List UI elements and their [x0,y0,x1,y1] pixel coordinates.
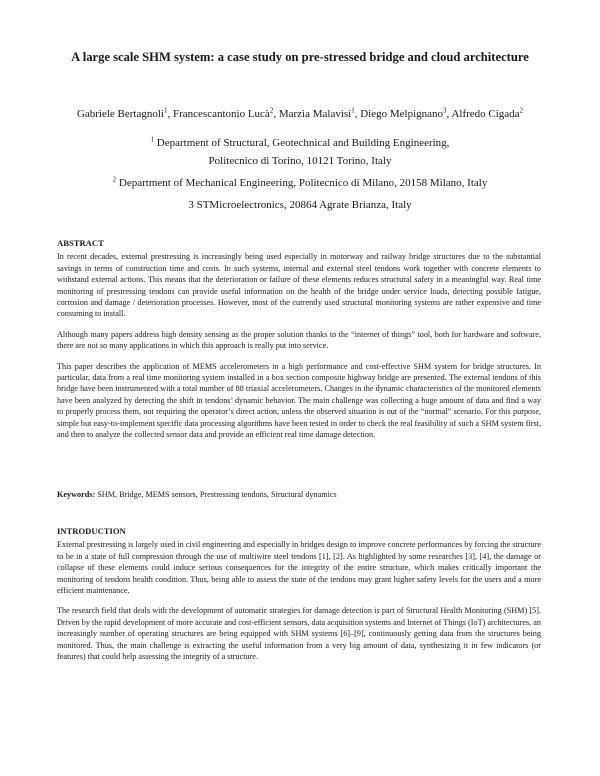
abstract-section [57,238,541,450]
affiliation-2 [40,174,560,192]
keywords-label: Keywords: [57,490,96,499]
keywords-line [57,489,541,500]
author-affiliation-mark: 2 [269,106,274,115]
abstract-paragraph: Although many papers address high density sensing as the proper solution thanks to the “internet of things” tool, both for hardware and software, there are not so many applications in which this approach is really put into service. [57,329,541,351]
affiliation-3 [40,196,560,214]
affiliation-1-mark: 1 [150,135,155,144]
author-name: Alfredo Cigada [451,108,520,120]
affiliation-1-line-2: Politecnico di Torino, 10121 Torino, Italy [208,155,392,167]
keywords-text: SHM, Bridge, MEMS sensors, Prestressing tendons, Structural dynamics [97,490,337,499]
author-name: Francescantonio Lucà [173,108,270,120]
affiliation-1 [40,134,560,170]
author-affiliation-mark: 1 [164,106,168,115]
abstract-paragraph: In recent decades, external prestressing is increasingly being used especially in motorway and railway bridge structures due to the substantial savings in terms of construction time and costs. In such systems, internal and external steel tendons work together with concrete elements to withstand external actions. This means that the deterioration or failure of these elements reduces structural safety in a meaningful way. Real time monitoring of prestressing tendons can provide useful information on the health of the bridge under service loads, detecting possible fatigue, corrosion and damage / deterioration processes. However, most of the currently used structural monitoring systems are rather expensive and time consuming to install. [57,252,541,319]
author-name: Marzia Malavisi [278,108,352,120]
abstract-paragraph: This paper describes the application of MEMS accelerometers in a high performance and cost-effective SHM system for bridge structures. In particular, data from a real time monitoring system installed in a box section composite highway bridge are presented. The external tendons of this bridge have been instrumented with a total number of 88 triaxial accelerometers. Changes in the dynamic characteristics of the monitored elements have been analyzed by detecting the shift in tendons’ dynamic behavior. The main challenge was collecting a huge amount of data and find a way to properly process them, not requiring the operator’s direct action, unless the observed situation is out of the “normal” scenario. For this purpose, simple but easy-to-implement specific data processing algorithms have been tested in order to check the real feasibility of such a SHM system first, and then to analyze the collected sensor data and provide an efficient real time damage detection. [57,361,541,440]
author-name: Diego Melpignano [360,108,444,120]
affiliation-2-mark: 2 [112,175,117,184]
introduction-paragraph: External prestressing is largely used in civil engineering and especially in bridges design to improve concrete performances by forcing the structure to be in a state of full compression through the use of multiwire steel tendons [1], [2]. As highlighted by some researches [3], [4], the damage or collapse of these elements could induce serious consequences for the integrity of the entire structure, which makes critically important the monitoring of tendons health condition. Thus, being able to assess the state of the tendons may grant higher safety levels for the users and a more efficient maintenance. [57,540,541,596]
abstract-heading: ABSTRACT [57,238,104,248]
author-affiliation-mark: 3 [443,106,447,115]
affiliation-2-line-1: Department of Mechanical Engineering, Politecnico di Milano, 20158 Milano, Italy [118,177,488,189]
author-affiliation-mark: 2 [519,106,524,115]
introduction-section [57,526,541,671]
author-name: Gabriele Bertagnoli [76,108,164,120]
introduction-heading: INTRODUCTION [57,526,126,536]
author-affiliation-mark: 1 [351,106,355,115]
paper-title: A large scale SHM system: a case study on pre-stressed bridge and cloud architecture [71,50,529,64]
author-list: Gabriele Bertagnoli$^1$, Francescantonio Lucà$^2$, Marzia Malavisi$^1$, Diego Melpignano$^3$, Alfredo Cigada$^2$ [76,106,524,120]
affiliation-1-line-1: Department of Structural, Geotechnical and Building Engineering, [156,137,450,149]
introduction-paragraph: The research field that deals with the development of automatic strategies for damage detection is part of Structural Health Monitoring (SHM) [5]. Driven by the rapid development of more accurate and cost-efficient sensors, data acquisition systems and Internet of Things (IoT) architectures, an increasingly number of operating structures are being equipped with SHM systems [6]–[9], continuously getting data from the structures being monitored. Thus, the main challenge is extracting the useful information from a very big amount of data, synthesizing it in few indicators (or features) that could help assessing the integrity of a structure. [57,606,541,662]
affiliation-3-line-1: 3 STMicroelectronics, 20864 Agrate Brianza, Italy [188,199,412,211]
